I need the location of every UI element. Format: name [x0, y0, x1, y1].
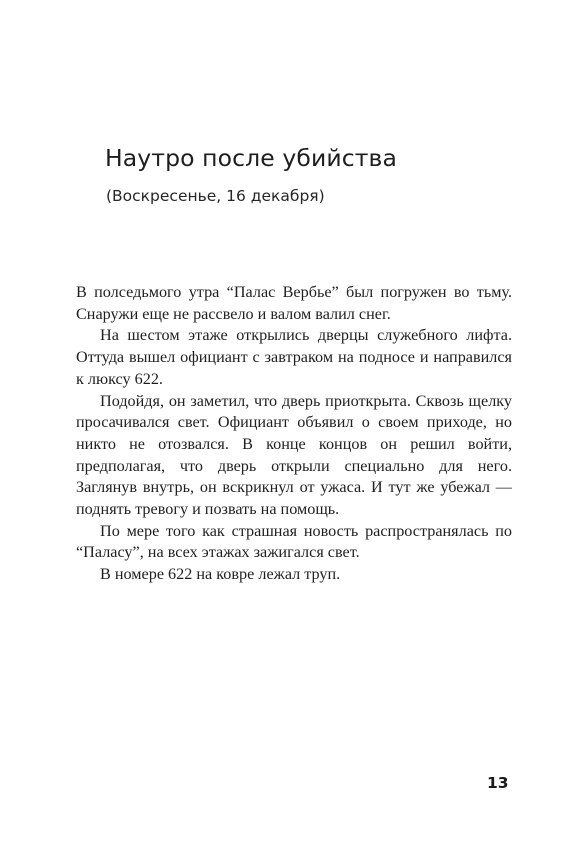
paragraph-1: В полседьмого утра “Палас Вербье” был погружен во тьму. Снаружи еще не рассвело и валом валил снег. [76, 283, 512, 323]
paragraph-3: Подойдя, он заметил, что дверь приоткрыта. Сквозь щелку просачивался свет. Официант объявил о своем приходе, но никто не отозвался. В конце концов он решил войти, предполагая, что дверь открыли специально для него. Заглянув внутрь, он вскрикнул от ужаса. И тут же убежал — поднять тревогу и позвать на помощь. [76, 391, 512, 519]
page-number: 13 [487, 774, 509, 792]
paragraph-5: В номере 622 на ковре лежал труп. [100, 565, 341, 584]
paragraph-4: По мере того как страшная новость распространялась по “Паласу”, на всех этажах зажигался свет. [76, 521, 512, 562]
chapter-subtitle: (Воскресенье, 16 декабря) [106, 187, 325, 205]
body-text [76, 282, 512, 586]
chapter-title: Наутро после убийства [105, 144, 397, 172]
paragraph-2: На шестом этаже открылись дверцы служебного лифта. Оттуда вышел официант с завтраком на подносе и направился к люксу 622. [76, 326, 512, 388]
